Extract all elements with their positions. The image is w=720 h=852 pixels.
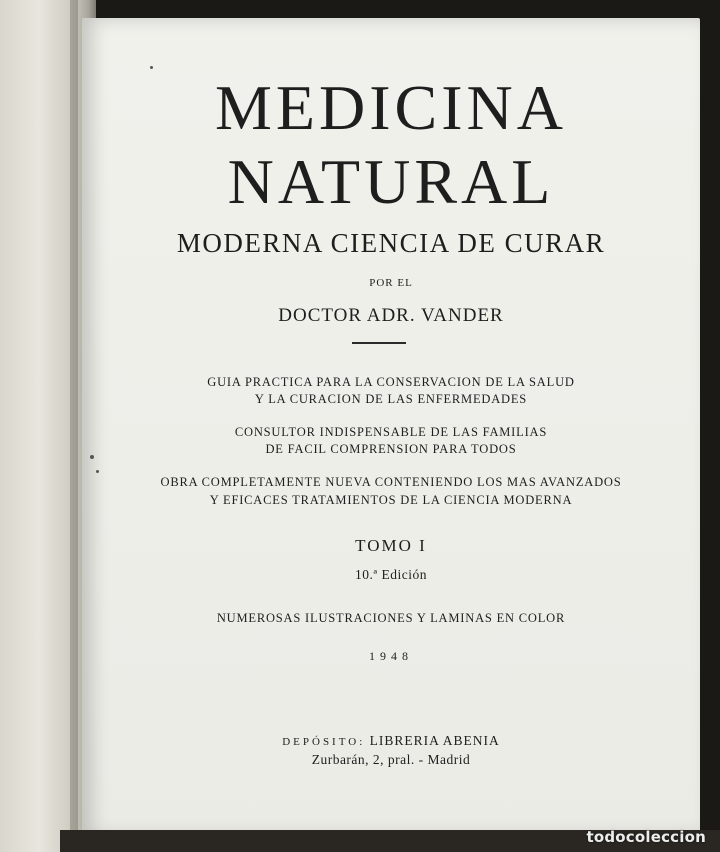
description-1-line-2: Y LA CURACION DE LAS ENFERMEDADES (254, 392, 528, 406)
subtitle: MODERNA CIENCIA DE CURAR (176, 228, 606, 258)
title-line-2: NATURAL (227, 146, 555, 217)
speck (96, 470, 99, 473)
description-3-line-1: OBRA COMPLETAMENTE NUEVA CONTENIENDO LOS MAS AVANZADOS (160, 475, 622, 489)
publisher-label: DEPÓSITO: (282, 736, 366, 748)
description-2-line-2: DE FACIL COMPRENSION PARA TODOS (265, 442, 517, 456)
description-3-line-2: Y EFICACES TRATAMIENTOS DE LA CIENCIA MODERNA (209, 493, 573, 507)
author: DOCTOR ADR. VANDER (278, 305, 504, 326)
description-2-line-1: CONSULTOR INDISPENSABLE DE LAS FAMILIAS (234, 425, 548, 439)
speck (150, 66, 153, 69)
publisher-address: Zurbarán, 2, pral. - Madrid (311, 752, 471, 767)
volume: TOMO I (355, 536, 427, 555)
divider-rule (352, 342, 406, 344)
publisher-name: LIBRERIA ABENIA (369, 733, 500, 748)
edition: 10.ª Edición (355, 567, 427, 582)
publication-year: 1948 (369, 649, 413, 663)
by-label: POR EL (369, 277, 413, 289)
watermark-logo: todocoleccion (586, 828, 706, 846)
illustrations-note: NUMEROSAS ILUSTRACIONES Y LAMINAS EN COLOR (216, 611, 566, 625)
title-line-1: MEDICINA (215, 72, 567, 143)
publisher (82, 732, 700, 751)
description-1-line-1: GUIA PRACTICA PARA LA CONSERVACION DE LA SALUD (207, 375, 575, 389)
